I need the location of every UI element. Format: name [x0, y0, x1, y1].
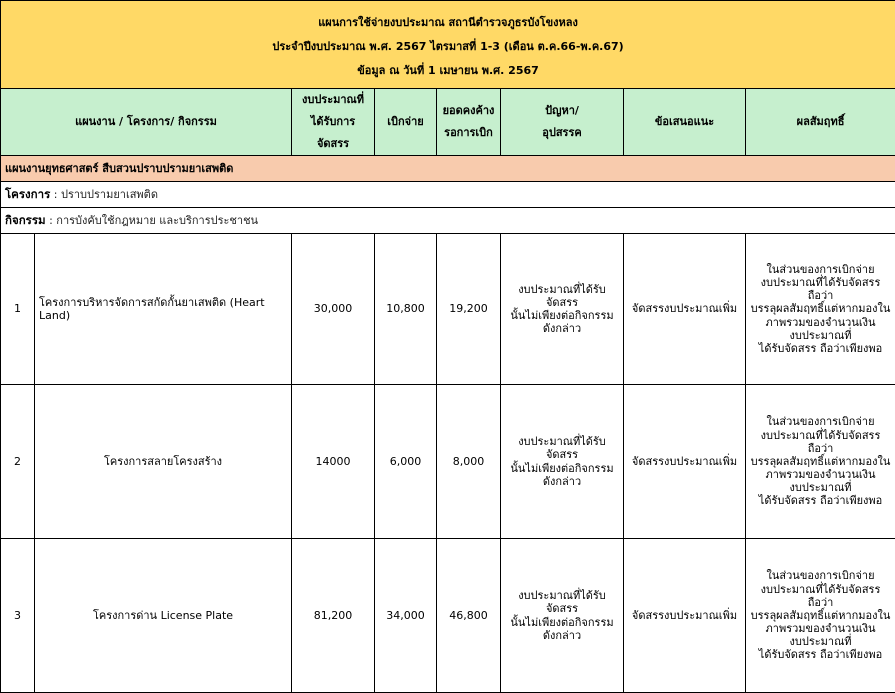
header-suggestions: ข้อเสนอแนะ	[624, 89, 746, 156]
results-cell	[746, 234, 895, 385]
activity-row	[1, 208, 895, 234]
results-line: งบประมาณที่ได้รับจัดสรรถือว่า	[750, 276, 891, 302]
results-line: งบประมาณที่	[750, 635, 891, 648]
title-row	[1, 1, 895, 89]
report-title	[1, 1, 895, 89]
results-cell	[746, 385, 895, 539]
suggestion-cell: จัดสรรงบประมาณเพิ่ม	[624, 234, 746, 385]
project-name: โครงการสลายโครงสร้าง	[35, 385, 292, 539]
problems-cell	[501, 385, 624, 539]
problems-line: นั้นไม่เพียงต่อกิจกรรม	[505, 309, 619, 322]
problems-line: ดังกล่าว	[505, 629, 619, 642]
header-results: ผลสัมฤทธิ์	[746, 89, 895, 156]
header-problems-line-2: อุปสรรค	[505, 122, 619, 144]
header-pending	[437, 89, 501, 156]
results-line: งบประมาณที่	[750, 329, 891, 342]
pending-value: 8,000	[437, 385, 501, 539]
results-line: ในส่วนของการเบิกจ่าย	[750, 415, 891, 428]
budget-value: 81,200	[292, 539, 375, 693]
results-line: บรรลุผลสัมฤทธิ์แต่หากมองใน	[750, 302, 891, 315]
suggestion-cell: จัดสรรงบประมาณเพิ่ม	[624, 539, 746, 693]
title-line-2: ประจำปีงบประมาณ พ.ศ. 2567 ไตรมาสที่ 1-3 (เดือน ต.ค.66-พ.ค.67)	[1, 35, 895, 59]
disbursed-value: 34,000	[375, 539, 437, 693]
row-number: 3	[1, 539, 35, 693]
results-line: ภาพรวมของจำนวนเงิน	[750, 622, 891, 635]
results-line: ได้รับจัดสรร ถือว่าเพียงพอ	[750, 494, 891, 507]
header-budget-line-1: งบประมาณที่	[296, 89, 370, 111]
suggestion-cell: จัดสรรงบประมาณเพิ่ม	[624, 385, 746, 539]
results-line: ในส่วนของการเบิกจ่าย	[750, 569, 891, 582]
activity-value: : การบังคับใช้กฎหมาย และบริการประชาชน	[49, 214, 258, 227]
problems-line: นั้นไม่เพียงต่อกิจกรรม	[505, 616, 619, 629]
budget-value: 14000	[292, 385, 375, 539]
header-pending-line-1: ยอดคงค้าง	[441, 100, 496, 122]
results-line: งบประมาณที่ได้รับจัดสรรถือว่า	[750, 583, 891, 609]
results-line: ในส่วนของการเบิกจ่าย	[750, 263, 891, 276]
problems-line: งบประมาณที่ได้รับจัดสรร	[505, 589, 619, 615]
activity-cell	[1, 208, 895, 234]
project-cell	[1, 182, 895, 208]
results-line: ได้รับจัดสรร ถือว่าเพียงพอ	[750, 342, 891, 355]
problems-line: ดังกล่าว	[505, 475, 619, 488]
problems-line: นั้นไม่เพียงต่อกิจกรรม	[505, 462, 619, 475]
activity-label: กิจกรรม	[5, 213, 46, 227]
results-line: งบประมาณที่	[750, 481, 891, 494]
header-problems-line-1: ปัญหา/	[505, 100, 619, 122]
header-pending-line-2: รอการเบิก	[441, 122, 496, 144]
results-line: ภาพรวมของจำนวนเงิน	[750, 468, 891, 481]
project-name: โครงการด่าน License Plate	[35, 539, 292, 693]
disbursed-value: 6,000	[375, 385, 437, 539]
strategy-row	[1, 156, 895, 182]
table-row	[1, 385, 895, 539]
strategy-title: แผนงานยุทธศาสตร์ สืบสวนปราบปรามยาเสพติด	[1, 156, 895, 182]
budget-value: 30,000	[292, 234, 375, 385]
project-value: : ปราบปรามยาเสพติด	[54, 188, 158, 201]
table-row	[1, 234, 895, 385]
title-line-3: ข้อมูล ณ วันที่ 1 เมษายน พ.ศ. 2567	[1, 59, 895, 83]
header-plan: แผนงาน / โครงการ/ กิจกรรม	[1, 89, 292, 156]
problems-cell	[501, 539, 624, 693]
header-row	[1, 89, 895, 156]
header-problems	[501, 89, 624, 156]
results-line: บรรลุผลสัมฤทธิ์แต่หากมองใน	[750, 609, 891, 622]
problems-line: งบประมาณที่ได้รับจัดสรร	[505, 283, 619, 309]
problems-line: งบประมาณที่ได้รับจัดสรร	[505, 435, 619, 461]
project-label: โครงการ	[5, 187, 50, 201]
problems-cell	[501, 234, 624, 385]
title-line-1: แผนการใช้จ่ายงบประมาณ สถานีตำรวจภูธรบังโขงหลง	[1, 11, 895, 35]
header-budget-line-2: ได้รับการจัดสรร	[296, 111, 370, 155]
header-disbursed: เบิกจ่าย	[375, 89, 437, 156]
results-line: บรรลุผลสัมฤทธิ์แต่หากมองใน	[750, 455, 891, 468]
pending-value: 19,200	[437, 234, 501, 385]
results-line: ได้รับจัดสรร ถือว่าเพียงพอ	[750, 648, 891, 661]
results-line: งบประมาณที่ได้รับจัดสรรถือว่า	[750, 429, 891, 455]
pending-value: 46,800	[437, 539, 501, 693]
project-name: โครงการบริหารจัดการสกัดกั้นยาเสพติด (Heart Land)	[35, 234, 292, 385]
disbursed-value: 10,800	[375, 234, 437, 385]
row-number: 1	[1, 234, 35, 385]
results-cell	[746, 539, 895, 693]
problems-line: ดังกล่าว	[505, 322, 619, 335]
header-budget	[292, 89, 375, 156]
row-number: 2	[1, 385, 35, 539]
results-line: ภาพรวมของจำนวนเงิน	[750, 316, 891, 329]
project-row	[1, 182, 895, 208]
table-row	[1, 539, 895, 693]
